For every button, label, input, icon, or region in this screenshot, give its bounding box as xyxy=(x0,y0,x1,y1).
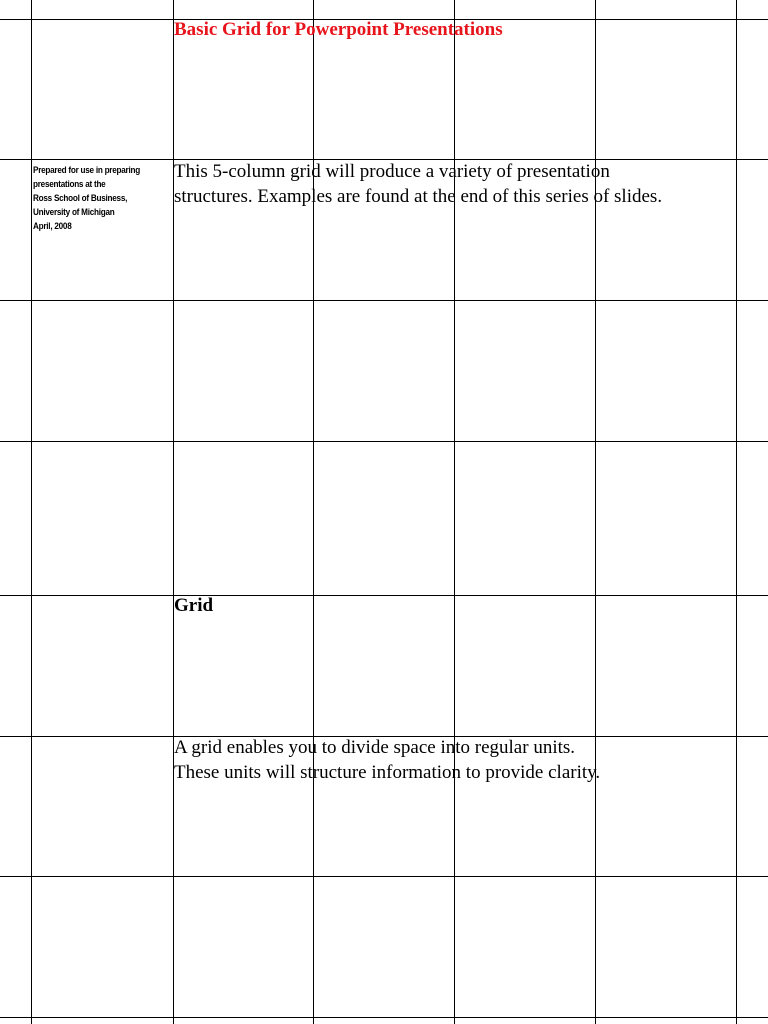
grid-column-line xyxy=(595,0,596,1024)
intro-line: This 5-column grid will produce a variety of presentation xyxy=(174,161,610,182)
credit-note xyxy=(33,164,153,234)
page-title: Basic Grid for Powerpoint Presentations xyxy=(174,19,503,40)
grid-row-line xyxy=(0,1017,768,1018)
body-line: These units will structure information to provide clarity. xyxy=(174,762,601,783)
grid-column-line xyxy=(313,0,314,1024)
body-line: A grid enables you to divide space into regular units. xyxy=(174,737,576,758)
grid-column-line xyxy=(454,0,455,1024)
credit-line: presentations at the xyxy=(33,179,106,190)
grid-row-line xyxy=(0,595,768,596)
grid-column-line xyxy=(173,0,174,1024)
credit-line: April, 2008 xyxy=(33,221,72,232)
grid-row-line xyxy=(0,441,768,442)
intro-paragraph xyxy=(174,159,662,209)
body-paragraph xyxy=(174,735,600,785)
intro-line: structures. Examples are found at the end of this series of slides. xyxy=(174,186,663,207)
grid-column-line xyxy=(31,0,32,1024)
grid-row-line xyxy=(0,300,768,301)
section-heading: Grid xyxy=(174,595,214,616)
grid-row-line xyxy=(0,876,768,877)
credit-line: Prepared for use in preparing xyxy=(33,165,140,176)
credit-line: University of Michigan xyxy=(33,207,115,218)
grid-column-line xyxy=(736,0,737,1024)
credit-line: Ross School of Business, xyxy=(33,193,128,204)
